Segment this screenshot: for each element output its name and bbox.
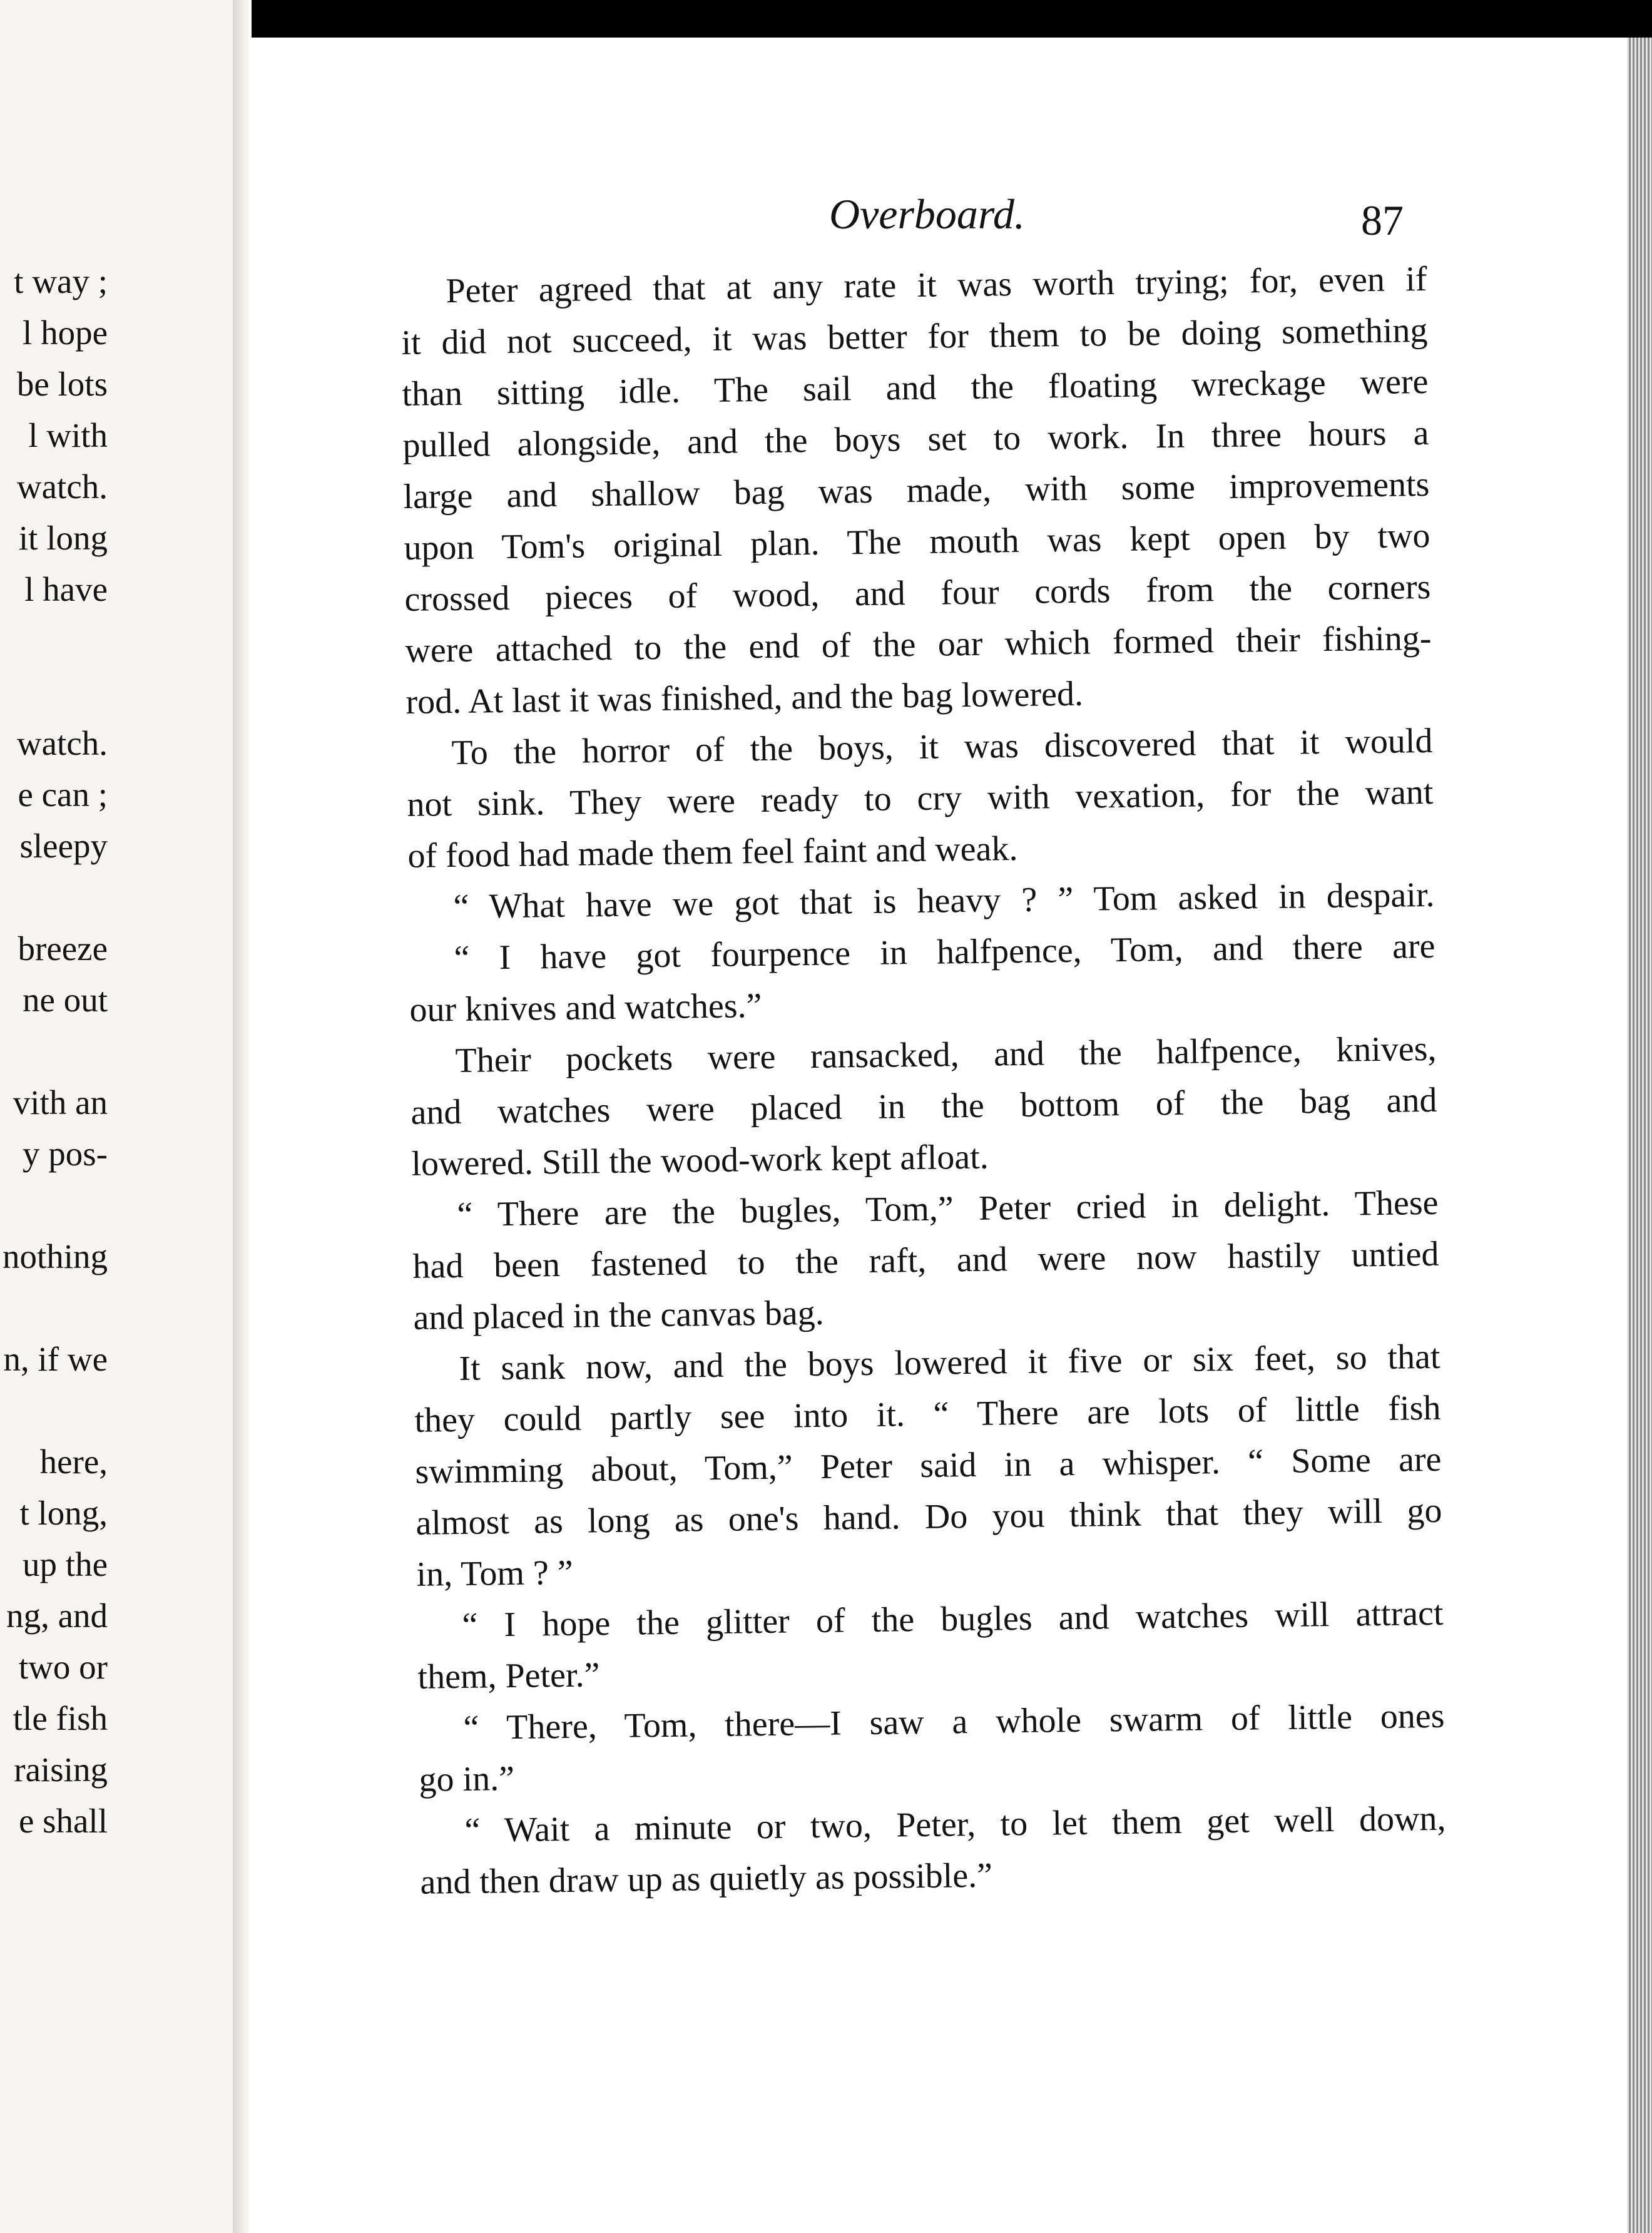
text-line: To the horror of the boys, it was discovered that it would <box>451 721 1433 773</box>
text-line: in, Tom ? ” <box>416 1553 574 1594</box>
left-line: y pos- <box>23 1135 108 1173</box>
text-line: crossed pieces of wood, and four cords from the corners <box>404 567 1431 619</box>
text-line: go in.” <box>419 1759 515 1799</box>
text-line: “ I have got fourpence in halfpence, Tom, and there are <box>454 926 1435 978</box>
page-number: 87 <box>1361 197 1404 244</box>
text-line: of food had made them feel faint and weak. <box>407 829 1018 876</box>
left-line: e shall <box>18 1802 108 1840</box>
text-line: were attached to the end of the oar which formed their fishing- <box>405 618 1432 670</box>
text-line: “ Wait a minute or two, Peter, to let them get well down, <box>464 1799 1446 1850</box>
text-line: and watches were placed in the bottom of the bag and <box>410 1080 1437 1132</box>
left-line: l with <box>28 416 108 454</box>
text-line: “ There are the bugles, Tom,” Peter cried in delight. These <box>457 1183 1439 1235</box>
left-line: sleepy <box>19 827 108 865</box>
left-line: t long, <box>19 1494 108 1532</box>
left-line: it long <box>18 519 108 557</box>
text-line: swimming about, Tom,” Peter said in a whisper. “ Some are <box>415 1439 1442 1491</box>
left-line: t way ; <box>14 262 108 300</box>
left-line: watch. <box>16 724 108 762</box>
text-line: lowered. Still the wood-work kept afloat. <box>411 1137 989 1183</box>
left-line: ng, and <box>6 1597 108 1635</box>
text-line: rod. At last it was finished, and the bag lowered. <box>405 674 1084 722</box>
text-line: them, Peter.” <box>417 1655 600 1697</box>
text-line: our knives and watches.” <box>409 986 762 1030</box>
left-line: tle fish <box>13 1699 108 1737</box>
text-line: had been fastened to the raft, and were now hastily untied <box>412 1234 1439 1286</box>
left-line: ne out <box>23 981 108 1019</box>
text-line: “ There, Tom, there—I saw a whole swarm of little ones <box>463 1696 1445 1747</box>
text-line: “ I hope the glitter of the bugles and watches will attract <box>462 1593 1444 1645</box>
text-line: they could partly see into it. “ There are lots of little fish <box>414 1388 1441 1440</box>
text-line: pulled alongside, and the boys set to work. In three hours a <box>402 413 1429 465</box>
text-line: Their pockets were ransacked, and the halfpence, knives, <box>455 1029 1437 1081</box>
text-line: It sank now, and the boys lowered it five or six feet, so that <box>459 1337 1440 1388</box>
left-line: two or <box>18 1648 108 1686</box>
page-edges <box>1627 38 1652 2233</box>
left-line: be lots <box>16 365 108 403</box>
left-line: up the <box>23 1545 108 1583</box>
text-line: almost as long as one's hand. Do you think that they will go <box>416 1491 1442 1543</box>
left-line: e can ; <box>18 775 108 814</box>
running-head: Overboard. <box>829 190 1025 238</box>
book-gutter <box>233 0 252 2233</box>
left-line: l hope <box>23 314 108 352</box>
left-line: here, <box>39 1443 108 1481</box>
text-line: than sitting idle. The sail and the floating wreckage were <box>402 362 1429 414</box>
text-line: upon Tom's original plan. The mouth was kept open by two <box>404 516 1430 568</box>
left-line: nothing <box>2 1237 108 1275</box>
text-line: and placed in the canvas bag. <box>413 1293 825 1337</box>
text-line: not sink. They were ready to cry with vexation, for the want <box>407 772 1434 824</box>
text-line: and then draw up as quietly as possible.” <box>420 1856 993 1902</box>
left-line: watch. <box>16 468 108 506</box>
left-line: n, if we <box>3 1340 108 1378</box>
text-line: large and shallow bag was made, with some improvements <box>403 464 1430 516</box>
text-line: Peter agreed that at any rate it was worth trying; for, even if <box>446 259 1427 311</box>
left-line: raising <box>14 1750 108 1789</box>
text-line: “ What have we got that is heavy ? ” Tom asked in despair. <box>453 875 1435 927</box>
left-line: l have <box>24 570 108 608</box>
text-line: it did not succeed, it was better for them to be doing something <box>401 310 1428 362</box>
left-line: breeze <box>18 929 108 968</box>
left-line: vith an <box>13 1083 108 1122</box>
